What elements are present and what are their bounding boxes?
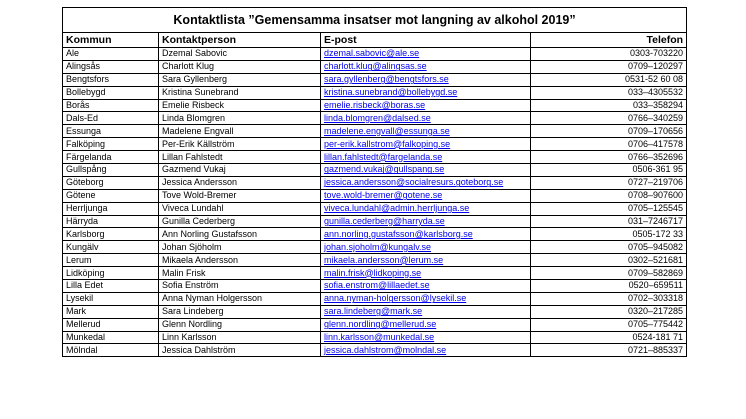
- table-row: [63, 215, 687, 228]
- email-link[interactable]: sara.lindeberg@mark.se: [324, 306, 423, 317]
- epost-cell: [321, 228, 531, 241]
- email-link[interactable]: charlott.klug@alingsas.se: [324, 61, 427, 72]
- table-row: [63, 189, 687, 202]
- header-telefon: Telefon: [531, 33, 687, 48]
- email-link[interactable]: linn.karlsson@munkedal.se: [324, 332, 435, 343]
- email-link[interactable]: tove.wold-bremer@gotene.se: [324, 190, 443, 201]
- epost-cell: [321, 176, 531, 189]
- kommun-cell: Ale: [63, 48, 159, 61]
- kontaktperson-cell: Linn Karlsson: [159, 331, 321, 344]
- kontaktperson-cell: Gazmend Vukaj: [159, 164, 321, 177]
- kontaktperson-cell: Ann Norling Gustafsson: [159, 228, 321, 241]
- kommun-cell: Alingsås: [63, 60, 159, 73]
- table-row: [63, 280, 687, 293]
- telefon-cell: 0709–170656: [531, 125, 687, 138]
- epost-cell: [321, 344, 531, 357]
- kontaktperson-cell: Kristina Sunebrand: [159, 86, 321, 99]
- table-row: [63, 254, 687, 267]
- email-link[interactable]: malin.frisk@lidkoping.se: [324, 267, 422, 278]
- telefon-cell: 0506-361 95: [531, 164, 687, 177]
- table-row: [63, 228, 687, 241]
- table-row: [63, 86, 687, 99]
- kontaktperson-cell: Tove Wold-Bremer: [159, 189, 321, 202]
- telefon-cell: 0505-172 33: [531, 228, 687, 241]
- kontaktperson-cell: Lillan Fahlstedt: [159, 151, 321, 164]
- kontaktperson-cell: Sara Gyllenberg: [159, 73, 321, 86]
- kontaktperson-cell: Sofia Enström: [159, 280, 321, 293]
- kommun-cell: Götene: [63, 189, 159, 202]
- email-link[interactable]: madelene.engvall@essunga.se: [324, 125, 450, 136]
- email-link[interactable]: jessica.andersson@socialresurs.goteborg.se: [324, 177, 504, 188]
- email-link[interactable]: johan.sjoholm@kungalv.se: [324, 241, 432, 252]
- telefon-cell: 0709–582869: [531, 267, 687, 280]
- table-row: [63, 73, 687, 86]
- email-link[interactable]: gazmend.vukaj@gullspang.se: [324, 164, 445, 175]
- telefon-cell: 0708–907600: [531, 189, 687, 202]
- telefon-cell: 033–4305532: [531, 86, 687, 99]
- epost-cell: [321, 86, 531, 99]
- epost-cell: [321, 318, 531, 331]
- header-kommun: Kommun: [63, 33, 159, 48]
- kontaktperson-cell: Sara Lindeberg: [159, 305, 321, 318]
- kommun-cell: Mark: [63, 305, 159, 318]
- table-row: [63, 60, 687, 73]
- telefon-cell: 031–7246717: [531, 215, 687, 228]
- epost-cell: [321, 125, 531, 138]
- table-row: [63, 318, 687, 331]
- kommun-cell: Färgelanda: [63, 151, 159, 164]
- kontaktperson-cell: Glenn Nordling: [159, 318, 321, 331]
- kontaktperson-cell: Per-Erik Källström: [159, 138, 321, 151]
- kommun-cell: Göteborg: [63, 176, 159, 189]
- kontaktperson-cell: Charlott Klug: [159, 60, 321, 73]
- email-link[interactable]: linda.blomgren@dalsed.se: [324, 112, 431, 123]
- table-row: [63, 331, 687, 344]
- telefon-cell: 0705–125545: [531, 202, 687, 215]
- kontaktperson-cell: Jessica Dahlström: [159, 344, 321, 357]
- kontaktperson-cell: Anna Nyman Holgersson: [159, 292, 321, 305]
- email-link[interactable]: gunilla.cederberg@harryda.se: [324, 216, 445, 227]
- email-link[interactable]: per-erik.kallstrom@falkoping.se: [324, 138, 451, 149]
- email-link[interactable]: anna.nyman-holgersson@lysekil.se: [324, 293, 467, 304]
- email-link[interactable]: ann.norling.gustafsson@karlsborg.se: [324, 228, 473, 239]
- telefon-cell: 0524-181 71: [531, 331, 687, 344]
- epost-cell: [321, 305, 531, 318]
- telefon-cell: 0531-52 60 08: [531, 73, 687, 86]
- table-row: [63, 267, 687, 280]
- kontaktperson-cell: Gunilla Cederberg: [159, 215, 321, 228]
- telefon-cell: 0302–521681: [531, 254, 687, 267]
- email-link[interactable]: viveca.lundahl@admin.herrljunga.se: [324, 203, 470, 214]
- telefon-cell: 0303-703220: [531, 48, 687, 61]
- telefon-cell: 0702–303318: [531, 292, 687, 305]
- table-row: [63, 305, 687, 318]
- kontaktperson-cell: Linda Blomgren: [159, 112, 321, 125]
- email-link[interactable]: mikaela.andersson@lerum.se: [324, 254, 444, 265]
- table-row: [63, 241, 687, 254]
- epost-cell: [321, 60, 531, 73]
- kommun-cell: Munkedal: [63, 331, 159, 344]
- kontaktperson-cell: Malin Frisk: [159, 267, 321, 280]
- epost-cell: [321, 331, 531, 344]
- kommun-cell: Falköping: [63, 138, 159, 151]
- table-row: [63, 99, 687, 112]
- kommun-cell: Karlsborg: [63, 228, 159, 241]
- kommun-cell: Herrljunga: [63, 202, 159, 215]
- kommun-cell: Essunga: [63, 125, 159, 138]
- page-title: Kontaktlista ”Gemensamma insatser mot langning av alkohol 2019”: [63, 8, 687, 33]
- telefon-cell: 0709–120297: [531, 60, 687, 73]
- kontaktperson-cell: Viveca Lundahl: [159, 202, 321, 215]
- kontaktperson-cell: Dzemal Sabovic: [159, 48, 321, 61]
- epost-cell: [321, 202, 531, 215]
- kontaktperson-cell: Johan Sjöholm: [159, 241, 321, 254]
- contact-table: [62, 7, 687, 357]
- kommun-cell: Lilla Edet: [63, 280, 159, 293]
- epost-cell: [321, 48, 531, 61]
- telefon-cell: 0705–945082: [531, 241, 687, 254]
- contact-list-sheet: [62, 7, 686, 357]
- table-row: [63, 125, 687, 138]
- kommun-cell: Lerum: [63, 254, 159, 267]
- kommun-cell: Borås: [63, 99, 159, 112]
- email-link[interactable]: lillan.fahlstedt@fargelanda.se: [324, 151, 443, 162]
- table-row: [63, 344, 687, 357]
- kommun-cell: Lysekil: [63, 292, 159, 305]
- epost-cell: [321, 189, 531, 202]
- header-epost: E-post: [321, 33, 531, 48]
- kommun-cell: Bengtsfors: [63, 73, 159, 86]
- telefon-cell: 0706–417578: [531, 138, 687, 151]
- kontaktperson-cell: Madelene Engvall: [159, 125, 321, 138]
- epost-cell: [321, 267, 531, 280]
- kommun-cell: Gullspång: [63, 164, 159, 177]
- table-row: [63, 202, 687, 215]
- table-row: [63, 151, 687, 164]
- table-row: [63, 164, 687, 177]
- email-link[interactable]: jessica.dahlstrom@molndal.se: [324, 344, 447, 355]
- epost-cell: [321, 99, 531, 112]
- email-link[interactable]: sara.gyllenberg@bengtsfors.se: [324, 74, 449, 85]
- kontaktperson-cell: Emelie Risbeck: [159, 99, 321, 112]
- email-link[interactable]: emelie.risbeck@boras.se: [324, 100, 426, 110]
- telefon-cell: 0705–775442: [531, 318, 687, 331]
- epost-cell: [321, 164, 531, 177]
- email-link[interactable]: sofia.enstrom@lillaedet.se: [324, 280, 430, 291]
- telefon-cell: 0766–352696: [531, 151, 687, 164]
- epost-cell: [321, 241, 531, 254]
- kommun-cell: Dals-Ed: [63, 112, 159, 125]
- telefon-cell: 0766–340259: [531, 112, 687, 125]
- kommun-cell: Kungälv: [63, 241, 159, 254]
- table-row: [63, 138, 687, 151]
- epost-cell: [321, 73, 531, 86]
- kontaktperson-cell: Jessica Andersson: [159, 176, 321, 189]
- header-row: [63, 33, 687, 48]
- table-row: [63, 112, 687, 125]
- table-row: [63, 48, 687, 61]
- epost-cell: [321, 215, 531, 228]
- telefon-cell: 0520–659511: [531, 280, 687, 293]
- kontaktperson-cell: Mikaela Andersson: [159, 254, 321, 267]
- table-row: [63, 292, 687, 305]
- kommun-cell: Lidköping: [63, 267, 159, 280]
- title-row: [63, 8, 687, 33]
- epost-cell: [321, 292, 531, 305]
- epost-cell: [321, 280, 531, 293]
- email-link[interactable]: kristina.sunebrand@bollebygd.se: [324, 87, 458, 98]
- epost-cell: [321, 138, 531, 151]
- kommun-cell: Mölndal: [63, 344, 159, 357]
- epost-cell: [321, 254, 531, 267]
- table-row: [63, 176, 687, 189]
- telefon-cell: 0320–217285: [531, 305, 687, 318]
- telefon-cell: 033–358294: [531, 99, 687, 112]
- email-link[interactable]: dzemal.sabovic@ale.se: [324, 48, 420, 59]
- kommun-cell: Bollebygd: [63, 86, 159, 99]
- epost-cell: [321, 151, 531, 164]
- header-kontaktperson: Kontaktperson: [159, 33, 321, 48]
- epost-cell: [321, 112, 531, 125]
- kommun-cell: Härryda: [63, 215, 159, 228]
- email-link[interactable]: glenn.nordling@mellerud.se: [324, 319, 437, 330]
- telefon-cell: 0721–885337: [531, 344, 687, 357]
- kommun-cell: Mellerud: [63, 318, 159, 331]
- telefon-cell: 0727–219706: [531, 176, 687, 189]
